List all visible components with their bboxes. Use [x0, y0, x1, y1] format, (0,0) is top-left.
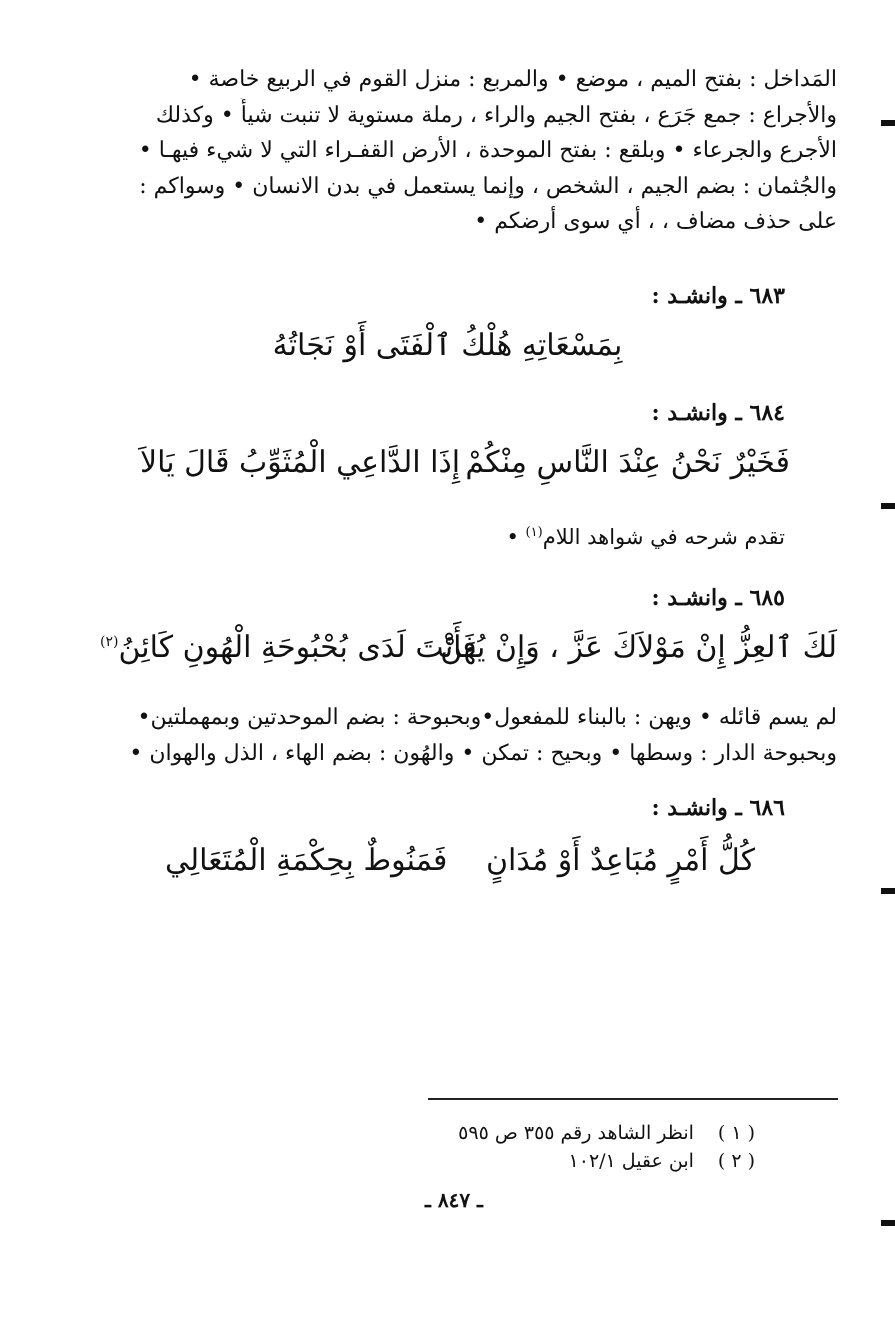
commentary-line-4: والجُثمان : بضم الجيم ، الشخص ، وإنما يستعمل في بدن الانسان • وسواكم : [139, 173, 837, 199]
entry-684-note [506, 525, 785, 549]
commentary-line-2: والأجراع : جمع جَرَع ، بفتح الجيم والراء ، رملة مستوية لا تنبت شيأً • وكذلك [155, 102, 837, 128]
entry-684-note-text: تقدم شرحه في شواهد اللام [542, 525, 785, 549]
entry-684-note-end: • [506, 525, 526, 549]
commentary-line-5: على حذف مضاف ، ، أي سوى أرضكم • [474, 209, 837, 234]
scan-edge-mark [881, 1220, 895, 1226]
footnote-divider [428, 1098, 838, 1100]
entry-683-verse: بِمَسْعَاتِهِ هُلْكُ ٱلْفَتَى أَوْ نَجَاتُهُ [272, 328, 623, 363]
entry-685-first-hemistich: لَكَ ٱلعِزُّ إِنْ مَوْلاَكَ عَزَّ ، وَإِنْ يُهَنْ [440, 630, 837, 665]
footnote-2 [569, 1150, 755, 1172]
entry-683-heading: ٦٨٣ ـ وانشـد : [651, 283, 785, 309]
footnote-ref-1: (١) [525, 525, 543, 540]
entry-686-second-hemistich: فَمَنُوطٌ بِحِكْمَةِ الْمُتَعَالِي [165, 843, 448, 878]
entry-686-first-hemistich: كُلُّ أَمْرٍ مُبَاعِدٌ أَوْ مُدَانٍ [485, 843, 755, 878]
entry-685-second-hemistich-text: فَأَنْتَ لَدَى بُحْبُوحَةِ الْهُونِ كَائِنُ [118, 630, 477, 665]
entry-684-first-hemistich: فَخَيْرٌ نَحْنُ عِنْدَ النَّاسِ مِنْكُمْ [465, 445, 790, 480]
explanation-line-2: وبحبوحة الدار : وسطها • وبحيح : تمكن • والهُون : بضم الهاء ، الذل والهوان • [129, 740, 837, 766]
footnote-1-number: ( ١ ) [717, 1122, 755, 1144]
entry-684-second-hemistich: إِذَا الدَّاعِي الْمُثَوِّبُ قَالَ يَالاَ [140, 445, 461, 480]
entry-685-explanation [57, 700, 837, 771]
footnote-ref-2: (٢) [100, 634, 119, 650]
commentary-line-1: المَداخل : بفتح الميم ، موضع • والمربع : منزل القوم في الربيع خاصة • [188, 67, 837, 92]
footnote-1-text: انظر الشاهد رقم ٣٥٥ ص ٥٩٥ [458, 1122, 694, 1144]
entry-686-heading: ٦٨٦ ـ وانشـد : [651, 795, 785, 821]
footnote-2-number: ( ٢ ) [717, 1150, 755, 1172]
page-number: ـ ٨٤٧ ـ [425, 1188, 483, 1212]
explanation-line-1: لم يسم قائله • ويهن : بالبناء للمفعول•وبحبوحة : بضم الموحدتين وبمهملتين• [137, 705, 837, 730]
footnote-1 [458, 1122, 755, 1144]
scan-edge-mark [881, 888, 895, 894]
entry-685-second-hemistich [100, 630, 477, 665]
footnote-2-text: ابن عقيل ١٠٢/١ [568, 1150, 694, 1172]
scan-edge-mark [881, 120, 895, 126]
commentary-paragraph [57, 62, 837, 240]
entry-685-heading: ٦٨٥ ـ وانشـد : [651, 585, 785, 611]
commentary-line-3: الأجرع والجرعاء • وبلقع : بفتح الموحدة ، الأرض القفـراء التي لا شيء فيهـا • [138, 138, 837, 163]
entry-684-heading: ٦٨٤ ـ وانشـد : [651, 400, 785, 426]
scan-edge-mark [881, 503, 895, 509]
